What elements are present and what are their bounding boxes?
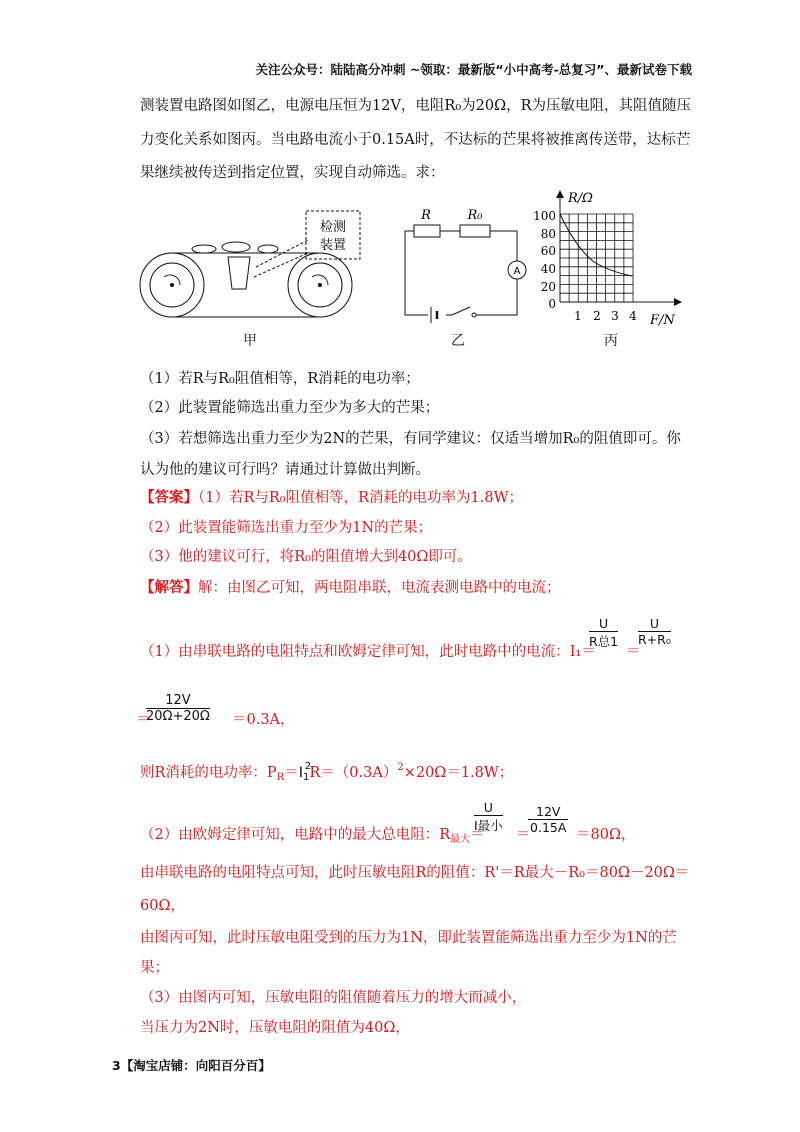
- s2-text: （2）由欧姆定律可知，电路中的最大总电阻：R: [140, 827, 451, 843]
- question-3-cont: 认为他的建议可行吗？请通过计算做出判断。: [140, 462, 430, 478]
- jia-caption: 甲: [243, 333, 257, 349]
- yi-caption: 乙: [451, 333, 465, 349]
- solution-tag: 【解答】: [140, 579, 198, 596]
- yi-r-label: R: [421, 208, 431, 223]
- current-sup: 2: [304, 761, 312, 772]
- fraction-12v-over-40ohm: [146, 693, 210, 724]
- intro-line-1: 测装置电路图如图乙，电源电压恒为12V，电阻R₀为20Ω，R为压敏电阻，其阻值随压: [140, 98, 692, 114]
- figure-bing-graph: [533, 188, 686, 328]
- solution-intro-text: 解：由图乙可知，两电阻串联，电流表测电路中的电流；: [198, 580, 561, 596]
- power-end: ×20Ω＝1.8W；: [403, 765, 514, 781]
- solution-2-line-2: 由串联电路的电阻特点可知，此时压敏电阻R的阻值：R'＝R最大－R₀＝80Ω－20Ω＝: [140, 865, 690, 881]
- question-3: （3）若想筛选出重力至少为2N的芒果，有同学建议：仅适当增加R₀的阻值即可。你: [140, 431, 681, 447]
- yi-r0-label: R₀: [467, 208, 483, 223]
- intro-line-2: 力变化关系如图丙。当电路电流小于0.15A时，不达标的芒果将被推离传送带，达标芒: [140, 132, 691, 148]
- fraction-num: U: [638, 616, 671, 632]
- answer-line-3: （3）他的建议可行，将R₀的阻值增大到40Ω即可。: [140, 549, 472, 565]
- bing-ytick: 60: [540, 244, 556, 258]
- power-sub: R: [276, 772, 285, 783]
- s2-sub: 最大: [450, 834, 471, 845]
- answer-tag: 【答案】: [140, 489, 198, 506]
- page-footer: 3【淘宝店铺：向阳百分百】: [112, 1058, 271, 1073]
- fraction-num: U: [589, 616, 618, 632]
- solution-2-line-4: 由图丙可知，此时压敏电阻受到的压力为1N，即此装置能筛选出重力至少为1N的芒: [140, 930, 677, 946]
- bing-xtick: 1: [574, 309, 582, 323]
- intro-line-3: 果继续被传送到指定位置，实现自动筛选。求：: [140, 165, 445, 181]
- bing-grid: [560, 214, 633, 302]
- power-sup: 2: [397, 762, 404, 773]
- bing-ytick: 40: [540, 262, 556, 276]
- solution-1-power: [140, 758, 513, 788]
- fraction-u-over-r-total: [589, 616, 618, 650]
- equals-sign: ＝: [516, 827, 531, 843]
- solution-3-line-2: 当压力为2N时，压敏电阻的阻值为40Ω，: [140, 1020, 410, 1036]
- fraction-num: U: [474, 800, 503, 816]
- bing-ytick: 0: [548, 297, 556, 311]
- answer-line-1: [140, 488, 523, 508]
- power-text: 则R消耗的电功率：P: [140, 765, 277, 781]
- figure-yi-circuit: [404, 205, 524, 320]
- fraction-12v-over-015a: [528, 804, 568, 835]
- power-rest: R＝（0.3A）: [309, 765, 398, 781]
- equals-sign: ＝: [626, 644, 641, 660]
- power-eq: ＝: [284, 765, 299, 781]
- fraction-u-over-imin: [474, 800, 503, 834]
- fraction-den: I最小: [474, 818, 503, 833]
- s2-eq: ＝: [470, 827, 485, 843]
- question-1: （1）若R与R₀阻值相等，R消耗的电功率；: [140, 371, 420, 387]
- current-symbol: [298, 761, 312, 783]
- jia-label-line2: 装置: [319, 238, 347, 253]
- fraction-num: 12V: [146, 693, 210, 709]
- solution-2-line-5: 果；: [140, 960, 169, 976]
- bing-ytick: 80: [540, 227, 556, 241]
- fraction-u-over-r-plus-r0: [638, 616, 671, 647]
- solution-2-text: [140, 825, 485, 850]
- solution-3-line-1: （3）由图丙可知，压敏电阻的阻值随着压力的增大而减小，: [140, 990, 527, 1006]
- bing-caption: 丙: [604, 333, 618, 349]
- solution-1-result: ＝0.3A，: [232, 712, 295, 728]
- yi-ammeter-label: A: [513, 266, 521, 277]
- fraction-den: R总1: [589, 634, 619, 649]
- current-sub: 1: [303, 772, 310, 783]
- solution-intro: [140, 578, 561, 598]
- bing-ylabel: R/Ω: [568, 191, 593, 206]
- current-i: I: [298, 765, 303, 781]
- fraction-den: R+R₀: [638, 632, 671, 647]
- equals-sign: ＝: [136, 712, 151, 728]
- fraction-num: 12V: [528, 804, 568, 820]
- answer-text-1: （1）若R与R₀阻值相等，R消耗的电功率为1.8W；: [198, 490, 524, 506]
- jia-label-line1: 检测: [319, 220, 347, 235]
- bing-xlabel: F/N: [650, 313, 675, 328]
- figure-jia-conveyor: [136, 205, 366, 335]
- bing-ytick: 20: [540, 280, 556, 294]
- bing-ytick: 100: [533, 209, 556, 223]
- solution-1-text: （1）由串联电路的电阻特点和欧姆定律可知，此时电路中的电流：I₁＝: [140, 644, 596, 660]
- solution-2-line-3: 60Ω，: [140, 898, 185, 914]
- page-header: 关注公众号：陆陆高分冲刺 ~领取：最新版“小中高考-总复习”、最新试卷下载: [255, 62, 692, 77]
- fraction-den: 20Ω+20Ω: [146, 709, 210, 724]
- bing-xtick: 2: [593, 309, 601, 323]
- bing-xtick: 4: [629, 309, 637, 323]
- fraction-den: 0.15A: [530, 820, 567, 835]
- bing-xtick: 3: [611, 309, 619, 323]
- solution-2-result: ＝80Ω，: [576, 827, 636, 843]
- answer-line-2: （2）此装置能筛选出重力至少为1N的芒果；: [140, 520, 433, 536]
- question-2: （2）此装置能筛选出重力至少为多大的芒果；: [140, 400, 440, 416]
